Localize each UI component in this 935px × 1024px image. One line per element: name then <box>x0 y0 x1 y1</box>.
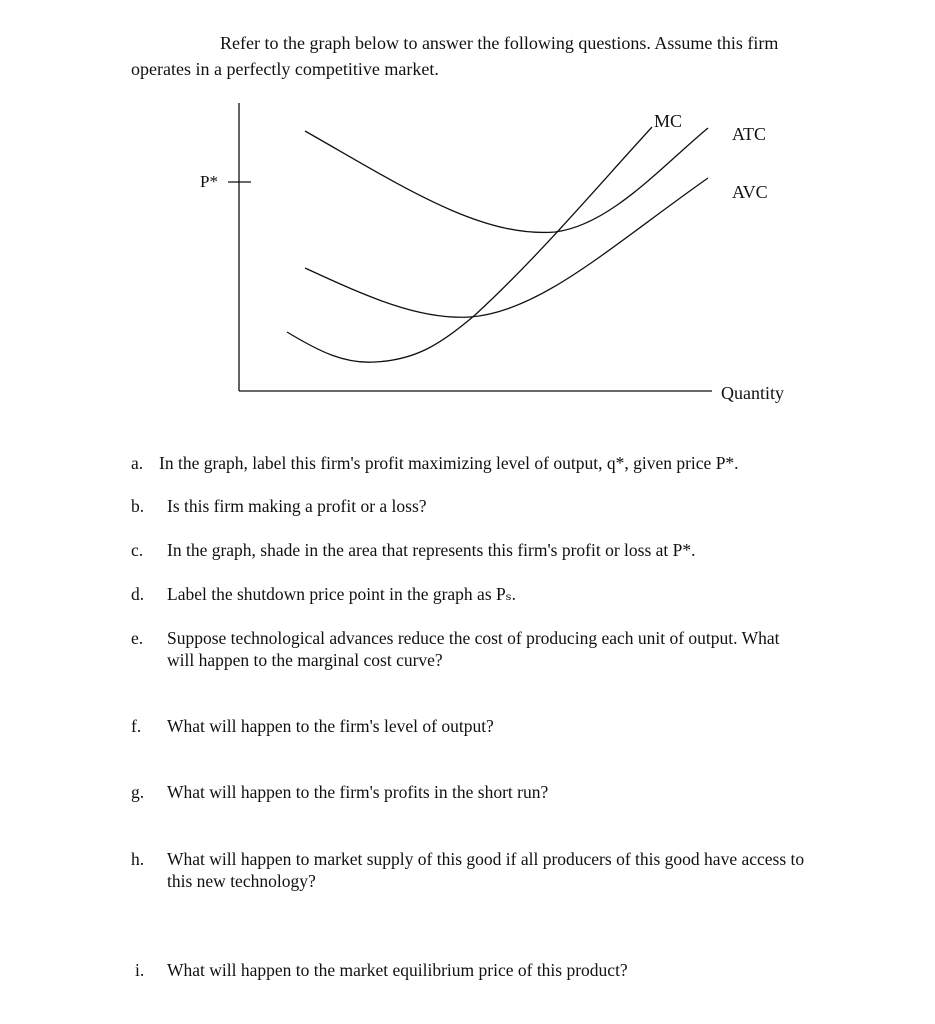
question-letter: d. <box>131 584 145 604</box>
question-letter: i. <box>135 960 145 980</box>
quantity-axis-label: Quantity <box>721 383 784 403</box>
instructions-line-1: Refer to the graph below to answer the following questions. Assume this firm <box>220 33 779 53</box>
mc-curve <box>287 127 652 362</box>
question-text: Label the shutdown price point in the graph as Pₛ. <box>167 584 517 604</box>
atc-label: ATC <box>732 124 767 144</box>
question-text: What will happen to the market equilibrium price of this product? <box>167 960 628 980</box>
p-star-label: P* <box>200 172 218 191</box>
question-text: Is this firm making a profit or a loss? <box>167 496 427 516</box>
question-text: Suppose technological advances reduce the cost of producing each unit of output. What will happen to the marginal cost curve? <box>167 628 780 670</box>
question-letter: e. <box>131 628 144 648</box>
atc-curve <box>305 128 708 232</box>
question-text: In the graph, shade in the area that represents this firm's profit or loss at P*. <box>167 540 696 560</box>
question-letter: h. <box>131 849 145 869</box>
question-text: What will happen to market supply of this good if all producers of this good have access to this new technology? <box>167 849 805 891</box>
question-letter: f. <box>131 716 142 736</box>
mc-label: MC <box>654 111 683 131</box>
avc-label: AVC <box>732 182 768 202</box>
question-letter: g. <box>131 782 145 802</box>
question-letter: b. <box>131 496 145 516</box>
question-text: What will happen to the firm's level of output? <box>167 716 494 736</box>
instructions-line-2: operates in a perfectly competitive market. <box>131 59 439 79</box>
avc-curve <box>305 178 708 317</box>
question-letter: c. <box>131 540 144 560</box>
question-text: In the graph, label this firm's profit maximizing level of output, q*, given price P*. <box>159 453 739 473</box>
question-letter: a. <box>131 453 144 473</box>
cost-curves-graph <box>0 0 935 420</box>
question-text: What will happen to the firm's profits in the short run? <box>167 782 549 802</box>
